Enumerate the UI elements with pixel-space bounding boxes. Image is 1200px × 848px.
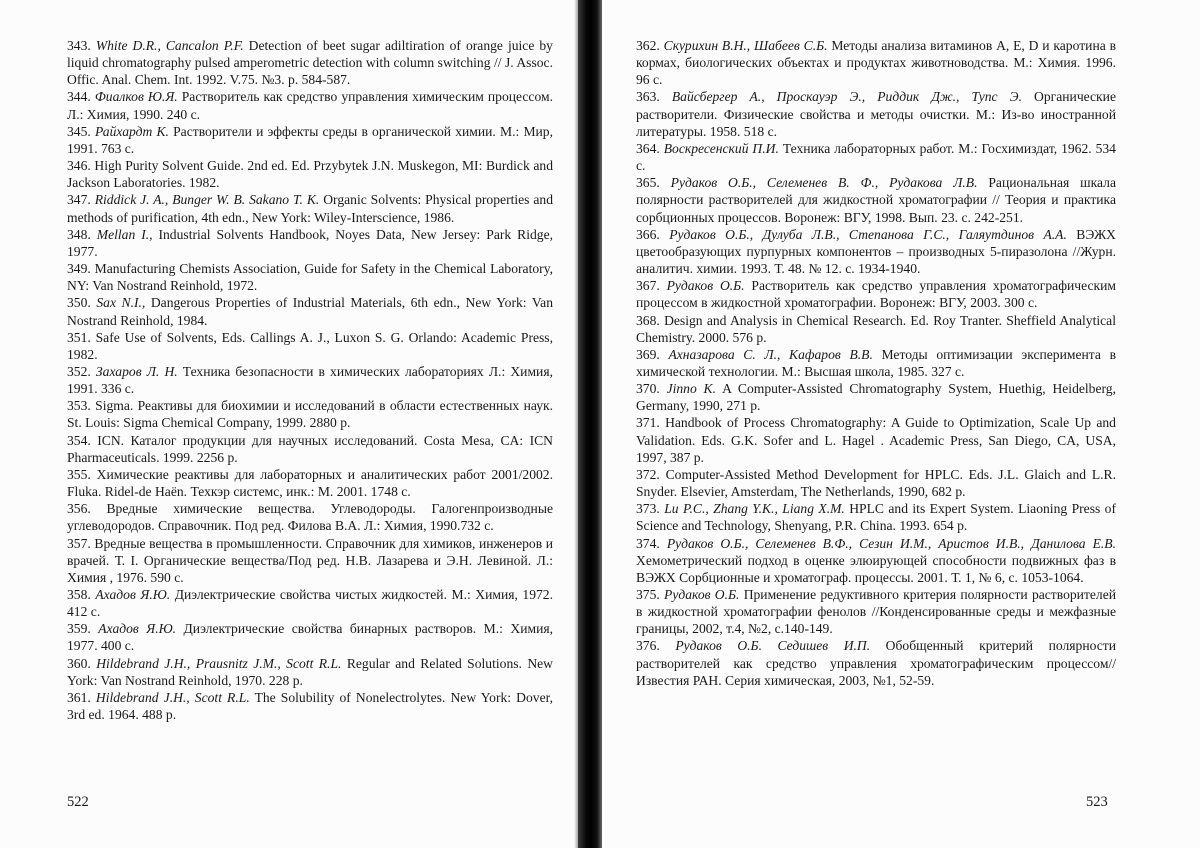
reference-entry [67,586,553,620]
reference-text: Применение редуктивного критерия полярности растворителей в жидкостной хроматографии фенолов //Конденсированные среды и межфазные границы, 2002, т.4, №2, с.140-149. [636,587,1117,637]
reference-authors: Рудаков О.Б., Селеменев В.Ф., Сезин И.М., Аристов И.В., Данилова Е.В. [666,535,1116,551]
reference-number: 343. [67,38,91,53]
reference-authors: Захаров Л. Н. [95,363,178,379]
reference-entry [636,277,1116,311]
reference-entry [67,88,553,122]
reference-authors: Hildebrand J.H., Prausnitz J.M., Scott R.L. [96,655,342,671]
reference-entry [636,174,1116,225]
reference-entry [67,620,553,654]
reference-number: 372. [636,466,660,482]
reference-text: Organic Solvents: Physical properties and methods of purification, 4th edn., New York: Wiley-Interscience, 1986. [67,192,553,225]
reference-authors: Ахадов Я.Ю. [95,587,171,602]
reference-number: 362. [636,38,660,53]
reference-entry [67,157,553,191]
reference-entry [67,37,553,88]
reference-entry [67,655,553,689]
reference-authors: Райхардт К. [94,123,169,139]
reference-number: 351. [67,329,91,345]
reference-number: 353. [67,398,91,414]
reference-entry [67,329,553,363]
reference-text: Техника безопасности в химических лабораториях Л.: Химия, 1991. 336 с. [67,363,553,397]
reference-number: 357. [67,535,91,551]
right-page [602,0,1200,848]
reference-number: 368. [636,312,660,328]
reference-entry [636,226,1116,277]
reference-authors: Рудаков О.Б. [664,587,740,602]
reference-number: 366. [636,226,660,242]
reference-text: Detection of beet sugar adiltiration of orange juice by liquid chromatography pulsed amperometric detection with column switching // J. Assoc. Offic. Anal. Chem. Int. 1992. V.75. №3. p. 584-587. [67,38,553,88]
reference-number: 354. [67,432,91,448]
left-reference-list [67,37,553,723]
left-page [0,0,578,848]
reference-text: Handbook of Process Chromatography: A Guide to Optimization, Scale Up and Validation. Eds. G.K. Sofer and L. Hagel . Academic Press, San Diego, CA, USA, 1997, 387 p. [636,415,1116,465]
reference-authors: Рудаков О.Б. [666,278,745,294]
reference-text: Dangerous Properties of Industrial Materials, 6th edn., New York: Van Nostrand Reinhold, 1984. [67,295,554,328]
reference-entry [67,432,553,466]
reference-entry [67,500,553,534]
reference-number: 365. [636,175,660,191]
reference-authors: Lu P.C., Zhang Y.K., Liang X.M. [664,501,845,517]
reference-entry [67,363,553,397]
reference-entry [636,88,1116,139]
reference-number: 358. [67,587,91,602]
book-spine [578,0,602,848]
reference-authors: Mellan I., [96,226,153,242]
reference-number: 363. [636,89,660,105]
reference-number: 367. [636,278,660,294]
reference-authors: Рудаков О.Б., Дулуба Л.В., Степанова Г.С., Галяутдинов А.А. [669,226,1067,242]
reference-text: Методы анализа витаминов А, Е, D и каротина в кормах, биологических объектах и продуктах животноводства. М.: Химия. 1996. 96 с. [636,38,1116,88]
reference-entry [636,380,1116,414]
reference-text: Sigma. Реактивы для биохимии и исследований в области естественных наук. St. Louis: Sigma Chemical Company, 1999. 2880 p. [67,398,553,431]
reference-text: HPLC and its Expert System. Liaoning Press of Science and Technology, Shenyang, P.R. China. 1993. 654 p. [636,501,1116,534]
reference-text: Растворитель как средство управления химическим процессом. Л.: Химия, 1990. 240 с. [67,89,553,122]
reference-number: 374. [636,535,660,551]
reference-text: Диэлектрические свойства бинарных растворов. М.: Химия, 1977. 400 с. [67,621,553,654]
reference-text: Хемометрический подход в оценке элюирующей способности подвижных фаз в ВЭЖХ Сорбционные и хроматограф. процессы. 2001. Т. 1, № 6, с. 1053-1064. [636,552,1116,585]
reference-authors: Скурихин В.Н., Шабеев С.Б. [663,38,828,53]
reference-entry [636,140,1116,174]
reference-number: 348. [67,226,91,242]
reference-text: Химические реактивы для лабораторных и аналитических работ 2001/2002. Fluka. Ridel-de Haёn. Техкэр системс, инк.: М. 2001. 1748 с. [67,466,553,500]
reference-text: Растворители и эффекты среды в органической химии. М.: Мир, 1991. 763 с. [67,123,554,156]
reference-authors: Фиалков Ю.Я. [94,89,178,105]
reference-number: 370. [636,381,660,397]
reference-entry [636,637,1116,688]
reference-text: ВЭЖХ цветообразующих пурпурных компонентов – производных 5-пиразолона //Журн. аналитич. химии. 1993. Т. 48. № 12. с. 1934-1940. [636,226,1116,277]
reference-text: Обобщенный критерий полярности растворителей как средство управления хроматографическим процессом// Известия РАН. Серия химическая, 2003, №1, 52-59. [636,638,1116,688]
reference-number: 359. [67,621,91,637]
reference-authors: Hildebrand J.H., Scott R.L. [95,689,250,705]
reference-text: A Computer-Assisted Chromatography System, Huethig, Heidelberg, Germany, 1990, 271 p. [636,381,1116,414]
reference-authors: White D.R., Cancalon P.F. [95,38,244,53]
reference-number: 347. [67,192,91,208]
reference-number: 355. [67,466,91,482]
reference-number: 364. [636,140,660,156]
reference-number: 369. [636,346,660,362]
reference-authors: Рудаков О.Б. Седишев И.П. [675,638,871,654]
reference-entry [67,294,553,328]
reference-entry [67,191,553,225]
reference-number: 345. [67,123,91,139]
reference-entry [67,123,553,157]
reference-text: Методы оптимизации эксперимента в химической технологии. М.: Высшая школа, 1985. 327 с. [636,346,1116,379]
reference-authors: Ахназарова С. Л., Кафаров В.В. [668,346,873,362]
reference-text: Вредные химические вещества. Углеводороды. Галогенпроизводные углеводородов. Справочник. Под ред. Филова В.А. Л.: Химия, 1990.732 с. [67,501,554,534]
reference-number: 376. [636,638,660,654]
reference-text: Industrial Solvents Handbook, Noyes Data, New Jersey: Park Ridge, 1977. [67,226,553,259]
right-reference-list [636,37,1116,689]
reference-text: Design and Analysis in Chemical Research. Ed. Roy Tranter. Sheffield Analytical Chemistry. 2000. 576 p. [636,312,1116,345]
reference-text: The Solubility of Nonelectrolytes. New York: Dover, 3rd ed. 1964. 488 p. [67,689,553,723]
reference-text: High Purity Solvent Guide. 2nd ed. Ed. Przybytek J.N. Muskegon, MI: Burdick and Jackson Laboratories. 1982. [67,158,553,191]
reference-number: 350. [67,295,91,311]
reference-number: 356. [67,501,91,517]
reference-number: 346. [67,158,91,174]
reference-authors: Riddick J. A., Bunger W. B. Sakano T. K. [94,192,320,208]
reference-entry [636,312,1116,346]
reference-entry [636,414,1116,465]
reference-entry [67,466,553,500]
reference-text: Рациональная шкала полярности растворителей для жидкостной хроматографии // Теория и практика сорбционных процессов. Воронеж: ВГУ, 1998. Вып. 23. с. 242-251. [636,175,1116,225]
reference-number: 361. [67,689,91,705]
reference-entry [67,226,553,260]
reference-entry [636,500,1116,534]
reference-text: Растворитель как средство управления хроматографическим процессом в жидкостной хроматографии. Воронеж: ВГУ, 2003. 300 с. [636,278,1117,311]
reference-entry [67,260,553,294]
right-page-number: 523 [1086,794,1108,810]
reference-entry [636,37,1116,88]
reference-authors: Ахадов Я.Ю. [98,621,177,637]
reference-entry [636,466,1116,500]
reference-text: Вредные вещества в промышленности. Справочник для химиков, инженеров и врачей. Т. I. Органические вещества/Под ред. Н.В. Лазарева и Э.Н. Левиной. Л.: Химия , 1976. 590 с. [67,535,554,585]
reference-text: Диэлектрические свойства чистых жидкостей. М.: Химия, 1972. 412 с. [67,587,554,620]
reference-authors: Воскресенский П.И. [663,140,779,156]
reference-entry [636,586,1116,637]
reference-authors: Вайсбергер А., Проскауэр Э., Риддик Дж., Тупс Э. [671,89,1022,105]
reference-number: 344. [67,89,91,105]
reference-entry [67,397,553,431]
left-page-number: 522 [67,794,89,810]
reference-number: 371. [636,415,660,431]
reference-entry [636,535,1116,586]
reference-number: 375. [636,587,660,602]
reference-text: Техника лабораторных работ. М.: Госхимиздат, 1962. 534 с. [636,140,1116,174]
reference-entry [67,535,553,586]
reference-number: 349. [67,261,91,277]
reference-number: 373. [636,501,660,517]
reference-number: 360. [67,655,91,671]
reference-text: Safe Use of Solvents, Eds. Callings A. J., Luxon S. G. Orlando: Academic Press, 1982. [67,329,553,362]
reference-authors: Sax N.I., [96,295,146,311]
reference-number: 352. [67,363,91,379]
reference-text: Computer-Assisted Method Development for HPLC. Eds. J.L. Glaich and L.R. Snyder. Elsevier, Amsterdam, The Netherlands, 1990, 682 p. [636,466,1116,500]
reference-text: ICN. Каталог продукции для научных исследований. Costa Mesa, CA: ICN Pharmaceuticals. 1999. 2256 p. [67,432,553,465]
reference-entry [636,346,1116,380]
reference-text: Manufacturing Chemists Association, Guide for Safety in the Chemical Laboratory, NY: Van Nostrand Reinhold, 1972. [67,261,554,294]
reference-text: Органические растворители. Физические свойства и методы очистки. М.: Из-во иностранной литературы. 1958. 518 с. [636,89,1116,139]
reference-text: Regular and Related Solutions. New York: Van Nostrand Reinhold, 1970. 228 p. [67,655,553,688]
reference-authors: Jinno K. [666,381,717,397]
reference-entry [67,689,553,723]
reference-authors: Рудаков О.Б., Селеменев В. Ф., Рудакова Л.В. [670,175,978,191]
